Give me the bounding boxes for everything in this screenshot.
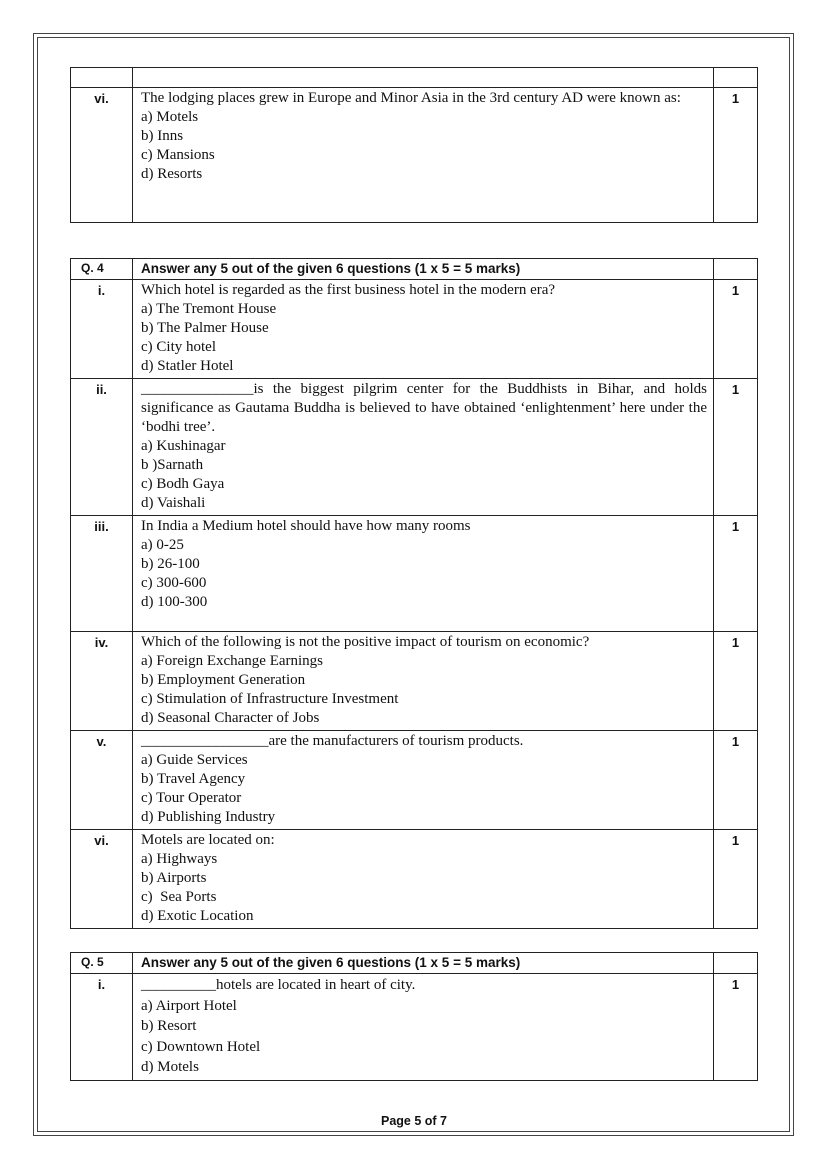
option: b) Inns — [141, 128, 184, 144]
option: b )Sarnath — [141, 457, 204, 473]
marks: 1 — [731, 734, 740, 749]
question-number: iv. — [94, 635, 109, 650]
option: d) Vaishali — [141, 495, 206, 511]
question-number: v. — [96, 734, 107, 749]
option: c) City hotel — [141, 339, 216, 355]
option: b) The Palmer House — [141, 320, 269, 336]
marks: 1 — [731, 519, 740, 534]
option: a) Foreign Exchange Earnings — [141, 653, 324, 669]
option: d) Statler Hotel — [141, 358, 234, 374]
question-text: Motels are located on: — [141, 832, 275, 848]
option: a) The Tremont House — [141, 301, 277, 317]
option: a) Airport Hotel — [141, 997, 237, 1014]
option: d) Publishing Industry — [141, 809, 276, 825]
option: c) Bodh Gaya — [141, 476, 225, 492]
q4-header-row — [71, 259, 758, 280]
section-label: Q. 4 — [81, 261, 104, 275]
option: b) Resort — [141, 1018, 197, 1034]
marks: 1 — [731, 833, 740, 848]
option: c) Mansions — [141, 147, 215, 163]
question-text: _______________is the biggest pilgrim center for the Buddhists in Bihar, and holds significance as Gautama Buddha is believed to have obtained ‘enlightenment’ here under the ‘bodhi tree’. — [141, 381, 707, 435]
option: c) Sea Ports — [141, 889, 217, 905]
option: b) Employment Generation — [141, 672, 306, 688]
option: d) Exotic Location — [141, 908, 254, 924]
question-text: _________________are the manufacturers of tourism products. — [141, 733, 524, 749]
marks: 1 — [731, 635, 740, 650]
option: d) 100-300 — [141, 594, 208, 610]
question-number: i. — [97, 977, 106, 992]
marks: 1 — [731, 977, 740, 992]
option: a) Guide Services — [141, 752, 248, 768]
table-row — [71, 379, 758, 516]
option: b) Travel Agency — [141, 771, 246, 787]
option: a) Motels — [141, 109, 199, 125]
table-row — [71, 974, 758, 1081]
question-text: Which hotel is regarded as the first business hotel in the modern era? — [141, 282, 556, 298]
option: c) Downtown Hotel — [141, 1038, 261, 1055]
option: d) Seasonal Character of Jobs — [141, 710, 320, 726]
section-label: Q. 5 — [81, 955, 104, 969]
q5-header-row — [71, 953, 758, 974]
question-number: ii. — [96, 382, 107, 397]
marks: 1 — [731, 91, 740, 106]
option: a) 0-25 — [141, 537, 184, 553]
marks: 1 — [731, 283, 740, 298]
table-row — [71, 731, 758, 830]
option: c) Tour Operator — [141, 790, 242, 806]
option: a) Kushinagar — [141, 438, 226, 454]
question-text: __________hotels are located in heart of city. — [141, 977, 416, 993]
question-text: Which of the following is not the positive impact of tourism on economic? — [141, 634, 590, 650]
option: b) 26-100 — [141, 556, 200, 572]
section-instruction: Answer any 5 out of the given 6 questions (1 x 5 = 5 marks) — [133, 953, 714, 974]
question-number: vi. — [94, 833, 109, 848]
option: d) Resorts — [141, 166, 203, 182]
section-instruction: Answer any 5 out of the given 6 questions (1 x 5 = 5 marks) — [133, 259, 714, 280]
table-row — [71, 516, 758, 632]
question-number: vi. — [94, 91, 109, 106]
table-row — [71, 830, 758, 929]
option: b) Airports — [141, 870, 207, 886]
question-number: iii. — [94, 519, 109, 534]
q3-continuation-table — [70, 67, 758, 223]
table-row — [71, 280, 758, 379]
question-text: The lodging places grew in Europe and Minor Asia in the 3rd century AD were known as: — [141, 90, 681, 106]
option: c) 300-600 — [141, 575, 207, 591]
page-number: Page 5 of 7 — [381, 1114, 447, 1128]
table-row — [71, 88, 758, 223]
table-row-empty — [71, 68, 758, 88]
marks: 1 — [731, 382, 740, 397]
option: c) Stimulation of Infrastructure Investment — [141, 691, 399, 707]
option: a) Highways — [141, 851, 218, 867]
q4-table — [70, 258, 758, 929]
question-text: In India a Medium hotel should have how many rooms — [141, 518, 471, 534]
table-row — [71, 632, 758, 731]
option: d) Motels — [141, 1059, 199, 1075]
question-number: i. — [97, 283, 106, 298]
q5-table — [70, 952, 758, 1081]
